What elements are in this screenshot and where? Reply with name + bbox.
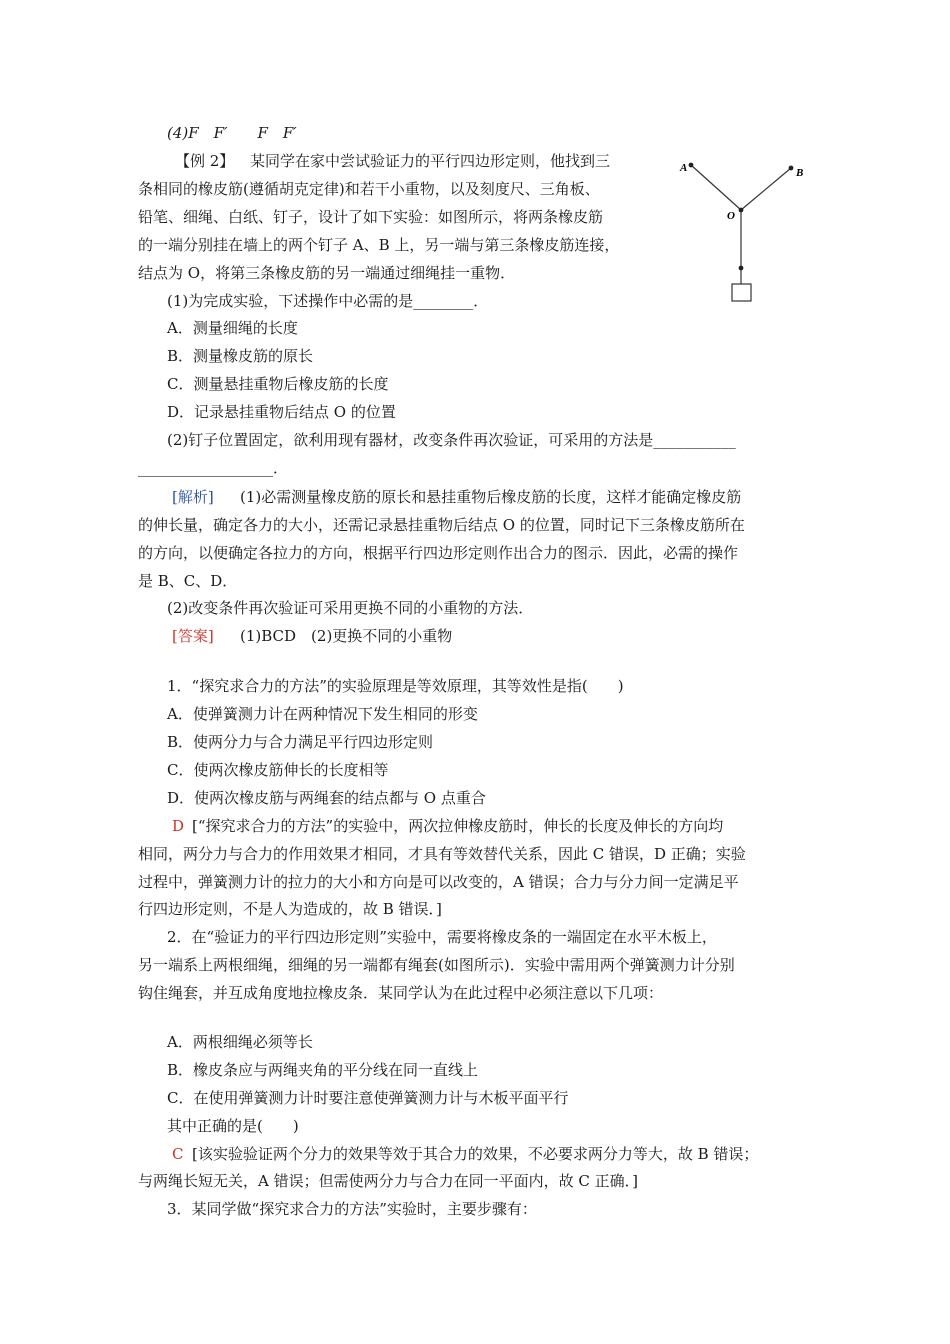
analysis-line: (1)必需测量橡皮筋的原长和悬挂重物后橡皮筋的长度，这样才能确定橡皮筋 bbox=[240, 488, 742, 506]
q2-option-b: B．橡皮条应与两绳夹角的平分线在同一直线上 bbox=[167, 1061, 479, 1079]
q2-prompt: 其中正确的是( ) bbox=[167, 1117, 299, 1135]
analysis-line: (2)改变条件再次验证可采用更换不同的小重物的方法． bbox=[167, 599, 534, 617]
nail-a bbox=[689, 163, 694, 168]
q1-explanation-line: 过程中，弹簧测力计的拉力的大小和方向是可以改变的，A 错误；合力与分力间一定满足平 bbox=[138, 873, 739, 891]
answer-tag: [答案] bbox=[172, 627, 214, 645]
q1-option-c: C．使两次橡皮筋伸长的长度相等 bbox=[167, 761, 389, 779]
band-end bbox=[739, 266, 744, 271]
q1-option-b: B．使两分力与合力满足平行四边形定则 bbox=[167, 733, 434, 751]
rubber-band-figure bbox=[678, 154, 828, 310]
q2-stem-line: 2．在“验证力的平行四边形定则”实验中，需要将橡皮条的一端固定在水平木板上， bbox=[167, 928, 717, 946]
q2-answer-letter: C bbox=[172, 1145, 184, 1163]
analysis-tag: [解析] bbox=[172, 488, 214, 506]
option-b: B．测量橡皮筋的原长 bbox=[167, 347, 314, 365]
q1-answer-letter: D bbox=[172, 817, 185, 835]
q2-option-a: A．两根细绳必须等长 bbox=[167, 1033, 313, 1051]
label-b: B bbox=[796, 167, 804, 179]
example-line: 铅笔、细绳、白纸、钉子，设计了如下实验：如图所示，将两条橡皮筋 bbox=[138, 208, 604, 226]
example-line: 的一端分别挂在墙上的两个钉子 A、B 上，另一端与第三条橡皮筋连接， bbox=[138, 236, 620, 254]
band-ob bbox=[741, 168, 791, 210]
band-oa bbox=[691, 165, 741, 210]
example-line: 结点为 O，将第三条橡皮筋的另一端通过细绳挂一重物． bbox=[138, 264, 516, 282]
option-d: D．记录悬挂重物后结点 O 的位置 bbox=[167, 403, 396, 421]
example-line: 某同学在家中尝试验证力的平行四边形定则，他找到三 bbox=[250, 152, 611, 170]
example-tag: 【例 2】 bbox=[175, 152, 235, 170]
q1-option-a: A．使弹簧测力计在两种情况下发生相同的形变 bbox=[167, 705, 478, 723]
answer-text: (1)BCD (2)更换不同的小重物 bbox=[240, 627, 453, 645]
q2-explanation-line: 与两绳长短无关，A 错误；但需使两分力与合力在同一平面内，故 C 正确．] bbox=[138, 1172, 638, 1190]
option-c: C．测量悬挂重物后橡皮筋的长度 bbox=[167, 375, 389, 393]
q1-explanation-line: [“探究求合力的方法”的实验中，两次拉伸橡皮筋时，伸长的长度及伸长的方向均 bbox=[192, 817, 724, 835]
q2-option-c: C．在使用弹簧测力计时要注意使弹簧测力计与木板平面平行 bbox=[167, 1089, 569, 1107]
option-a: A．测量细绳的长度 bbox=[167, 319, 298, 337]
example-question-2-cont: __________________． bbox=[138, 459, 289, 477]
q3-stem: 3．某同学做“探究求合力的方法”实验时，主要步骤有： bbox=[167, 1200, 537, 1218]
analysis-line: 的伸长量，确定各力的大小，还需记录悬挂重物后结点 O 的位置，同时记下三条橡皮筋所在 bbox=[138, 516, 745, 534]
analysis-line: 的方向，以便确定各拉力的方向，根据平行四边形定则作出合力的图示．因此，必需的操作 bbox=[138, 544, 739, 562]
example-question-2: (2)钉子位置固定，欲利用现有器材，改变条件再次验证，可采用的方法是___________ bbox=[167, 431, 736, 449]
q2-explanation-line: [该实验验证两个分力的效果等效于其合力的效果，不必要求两分力等大，故 B 错误； bbox=[192, 1145, 759, 1163]
example-question-1: (1)为完成实验，下述操作中必需的是________． bbox=[167, 292, 489, 310]
q1-stem: 1．“探究求合力的方法”的实验原理是等效原理，其等效性是指( ) bbox=[167, 677, 624, 695]
nail-b bbox=[789, 166, 794, 171]
q2-stem-line: 钩住绳套，并互成角度地拉橡皮条．某同学认为在此过程中必须注意以下几项： bbox=[138, 984, 664, 1002]
q1-explanation-line: 相同，两分力与合力的作用效果才相同，才具有等效替代关系，因此 C 错误，D 正确；实验 bbox=[138, 845, 746, 863]
weight-box bbox=[732, 284, 751, 301]
analysis-line: 是 B、C、D． bbox=[138, 572, 238, 590]
q1-explanation-line: 行四边形定则，不是人为造成的，故 B 错误．] bbox=[138, 900, 442, 918]
label-o: O bbox=[727, 210, 735, 222]
part4-answer-line: (4)F F′ F F′ bbox=[167, 124, 297, 142]
example-line: 条相同的橡皮筋(遵循胡克定律)和若干小重物，以及刻度尺、三角板、 bbox=[138, 180, 600, 198]
knot-o bbox=[739, 208, 744, 213]
q1-option-d: D．使两次橡皮筋与两绳套的结点都与 O 点重合 bbox=[167, 789, 486, 807]
label-a: A bbox=[680, 162, 688, 174]
q2-stem-line: 另一端系上两根细绳，细绳的另一端都有绳套(如图所示)．实验中需用两个弹簧测力计分别 bbox=[138, 956, 735, 974]
